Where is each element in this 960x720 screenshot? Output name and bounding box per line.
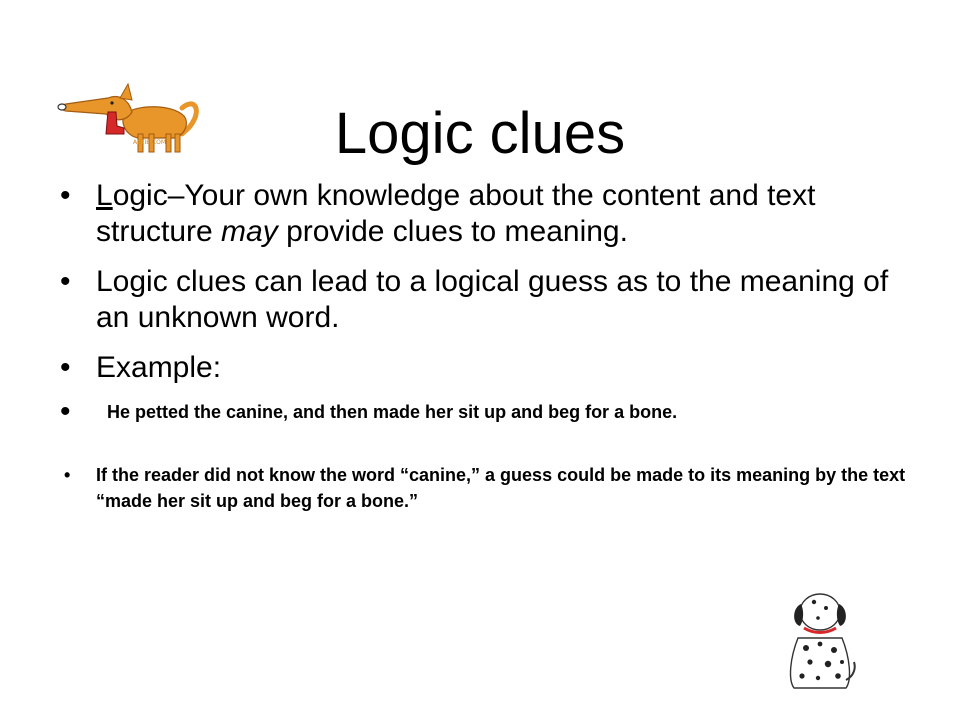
bullet-list	[60, 178, 910, 514]
definition-emphasis: may	[221, 215, 278, 248]
example-sentence: He petted the canine, and then made her sit up and beg for a bone.	[107, 402, 678, 422]
bullet-dot: •	[60, 395, 71, 428]
term-first-letter: L	[96, 179, 113, 212]
bullet-dot: •	[64, 465, 71, 485]
bullet-dot: •	[60, 351, 71, 384]
bullet-definition	[60, 178, 910, 250]
bullet-example-label	[60, 350, 910, 386]
definition-text-before: Your own knowledge about the content and text structure	[96, 179, 816, 248]
lead-text: Logic clues can lead to a logical guess as to the meaning of an unknown word.	[96, 265, 889, 334]
bullet-dot: •	[60, 179, 71, 212]
explanation-text: If the reader did not know the word “canine,” a guess could be made to its meaning by the text “made her sit up and beg for a bone.”	[96, 465, 906, 511]
example-label: Example:	[96, 351, 222, 384]
bullet-example-sentence	[60, 395, 910, 428]
bullet-dot: •	[60, 265, 71, 298]
term-dash: –	[167, 179, 185, 212]
fox-caption: ARTIE.COM	[133, 139, 167, 146]
bullet-explanation	[60, 462, 910, 514]
bullet-lead	[60, 264, 910, 336]
definition-text-after: provide clues to meaning.	[277, 215, 628, 248]
term-rest: ogic	[112, 179, 168, 212]
dalmatian-clipart-icon	[780, 588, 860, 692]
slide-title: Logic clues	[334, 100, 626, 166]
